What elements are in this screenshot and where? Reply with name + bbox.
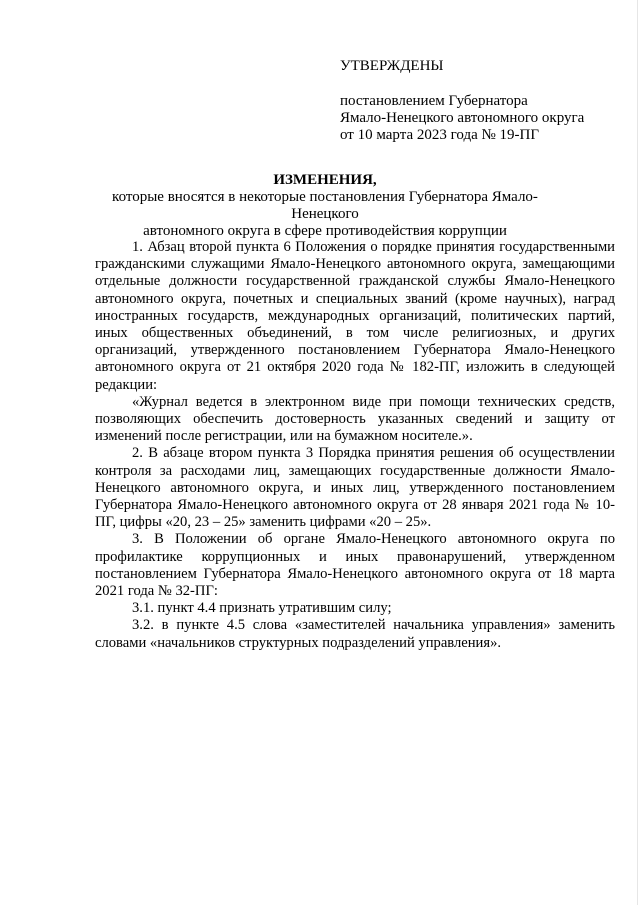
approval-line-3: от 10 марта 2023 года № 19-ПГ (340, 127, 540, 143)
paragraph-item-1: 1. Абзац второй пункта 6 Положения о порядке принятия государственными гражданскими служащими Ямало-Ненецкого автономного округа, замещающими отдельные должности государственной гражданской службы Ямало-Ненецкого автономного округа, почетных и специальных званий (кроме научных), наград иностранных государств, международных организаций, политических партий, иных общественных объединений, в том числе религиозных, и других организаций, утвержденного постановлением Губернатора Ямало-Ненецкого автономного округа от 21 октября 2020 года № 182-ПГ, изложить в следующей редакции: (95, 239, 615, 393)
document-subtitle-line-2: автономного округа в сфере противодействия коррупции (143, 223, 507, 239)
approval-line-2: Ямало-Ненецкого автономного округа (340, 110, 585, 126)
paragraph-item-3: 3. В Положении об органе Ямало-Ненецкого автономного округа по профилактике коррупционных и иных правонарушений, утвержденном постановлением Губернатора Ямало-Ненецкого автономного округа от 18 марта 2021 года № 32-ПГ: (95, 531, 615, 600)
approval-heading: УТВЕРЖДЕНЫ (340, 58, 444, 74)
paragraph-quote: «Журнал ведется в электронном виде при помощи технических средств, позволяющих обеспечить достоверность указанных сведений и защиту от изменений после регистрации, или на бумажном носителе.». (95, 393, 615, 445)
paragraph-item-3-1: 3.1. пункт 4.4 признать утратившим силу; (132, 600, 392, 617)
approval-block (340, 58, 610, 144)
page-edge-divider (637, 0, 638, 905)
approval-line-1: постановлением Губернатора (340, 93, 528, 109)
document-subtitle-line-1: которые вносятся в некоторые постановления Губернатора Ямало-Ненецкого (112, 189, 538, 222)
document-title-block (90, 172, 560, 240)
document-body (95, 239, 615, 652)
paragraph-item-3-2: 3.2. в пункте 4.5 слова «заместителей начальника управления» заменить словами «начальников структурных подразделений управления». (95, 617, 615, 651)
paragraph-item-2: 2. В абзаце втором пункта 3 Порядка принятия решения об осуществлении контроля за расходами лиц, замещающих государственные должности Ямало-Ненецкого автономного округа, и иных лиц, утвержденного постановлением Губернатора Ямало-Ненецкого автономного округа от 28 января 2021 года № 10-ПГ, цифры «20, 23 – 25» заменить цифрами «20 – 25». (95, 445, 615, 531)
document-title: ИЗМЕНЕНИЯ, (273, 172, 377, 188)
